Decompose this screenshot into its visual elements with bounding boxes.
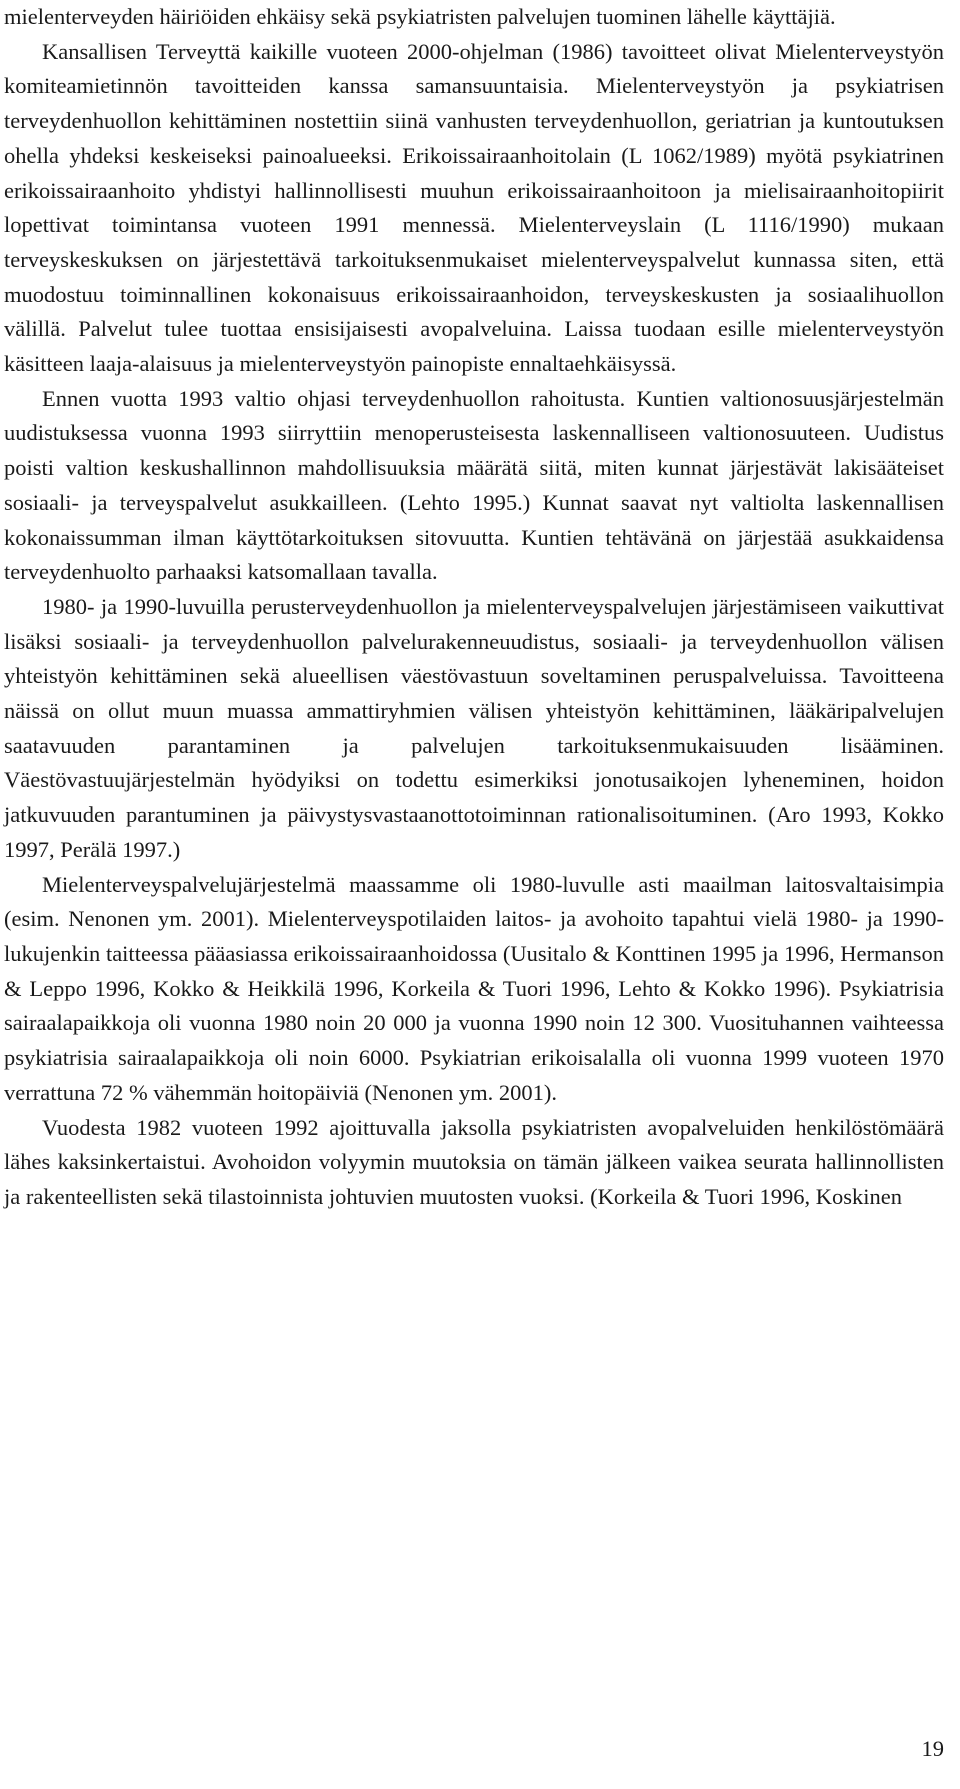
document-body — [4, 0, 944, 1215]
paragraph-5: Mielenterveyspalvelujärjestelmä maassamme oli 1980-luvulle asti maailman laitosvaltaisimpia (esim. Nenonen ym. 2001). Mielenterveyspotilaiden laitos- ja avohoito tapahtui vielä 1980- ja 1990-lukujenkin taitteessa pääasiassa erikoissairaanhoidossa (Uusitalo & Konttinen 1995 ja 1996, Hermanson & Leppo 1996, Kokko & Heikkilä 1996, Korkeila & Tuori 1996, Lehto & Kokko 1996). Psykiatrisia sairaalapaikkoja oli vuonna 1980 noin 20 000 ja vuonna 1990 noin 12 300. Vuosituhannen vaihteessa psykiatrisia sairaalapaikkoja oli noin 6000. Psykiatrian erikoisalalla oli vuonna 1999 vuoteen 1970 verrattuna 72 % vähemmän hoitopäiviä (Nenonen ym. 2001). — [4, 871, 944, 1105]
page-number: 19 — [921, 1736, 944, 1761]
paragraph-2: Kansallisen Terveyttä kaikille vuoteen 2000-ohjelman (1986) tavoitteet olivat Mielenterveystyön komiteamietinnön tavoitteiden kanssa samansuuntaisia. Mielenterveystyön ja psykiatrisen terveydenhuollon kehittäminen nostettiin siinä vanhusten terveydenhuollon, geriatrian ja kuntoutuksen ohella yhdeksi keskeiseksi painoalueeksi. Erikoissairaanhoitolain (L 1062/1989) myötä psykiatrinen erikoissairaanhoito yhdistyi hallinnollisesti muuhun erikoissairaanhoitoon ja mielisairaanhoitopiirit lopettivat toimintansa vuoteen 1991 mennessä. Mielenterveyslain (L 1116/1990) mukaan terveyskeskuksen on järjestettävä tarkoituksenmukaiset mielenterveyspalvelut kunnassa siten, että muodostuu toiminnallinen kokonaisuus erikoissairaanhoidon, terveyskeskusten ja sosiaalihuollon välillä. Palvelut tulee tuottaa ensisijaisesti avopalveluina. Laissa tuodaan esille mielenterveystyön käsitteen laaja-alaisuus ja mielenterveystyön painopiste ennaltaehkäisyssä. — [4, 38, 944, 377]
paragraph-4: 1980- ja 1990-luvuilla perusterveydenhuollon ja mielenterveyspalvelujen järjestämiseen vaikuttivat lisäksi sosiaali- ja terveydenhuollon palvelurakenneuudistus, sosiaali- ja terveydenhuollon välisen yhteistyön kehittäminen sekä alueellisen väestövastuun soveltaminen peruspalveluissa. Tavoitteena näissä on ollut muun muassa ammattiryhmien välisen yhteistyön kehittäminen, lääkäripalvelujen saatavuuden parantaminen ja palvelujen tarkoituksenmukaisuuden lisääminen. Väestövastuujärjestelmän hyödyiksi on todettu esimerkiksi jonotusaikojen lyheneminen, hoidon jatkuvuuden parantuminen ja päivystysvastaanottotoiminnan rationalisoituminen. (Aro 1993, Kokko 1997, Perälä 1997.) — [4, 593, 944, 862]
paragraph-1: mielenterveyden häiriöiden ehkäisy sekä psykiatristen palvelujen tuominen lähelle käyttäjiä. — [4, 4, 836, 29]
paragraph-6: Vuodesta 1982 vuoteen 1992 ajoittuvalla jaksolla psykiatristen avopalveluiden henkilöstömäärä lähes kaksinkertaistui. Avohoidon volyymin muutoksia on tämän jälkeen vaikea seurata hallinnollisten ja rakenteellisten sekä tilastoinnista johtuvien muutosten vuoksi. (Korkeila & Tuori 1996, Koskinen — [4, 1114, 944, 1209]
paragraph-3: Ennen vuotta 1993 valtio ohjasi terveydenhuollon rahoitusta. Kuntien valtionosuusjärjestelmän uudistuksessa vuonna 1993 siirryttiin menoperusteisesta laskennalliseen valtionosuuteen. Uudistus poisti valtion keskushallinnon mahdollisuuksia määrätä siitä, miten kunnat järjestävät lakisääteiset sosiaali- ja terveyspalvelut asukkailleen. (Lehto 1995.) Kunnat saavat nyt valtiolta laskennallisen kokonaissumman ilman käyttötarkoituksen sitovuutta. Kuntien tehtävänä on järjestää asukkaidensa terveydenhuolto parhaaksi katsomallaan tavalla. — [4, 385, 944, 585]
